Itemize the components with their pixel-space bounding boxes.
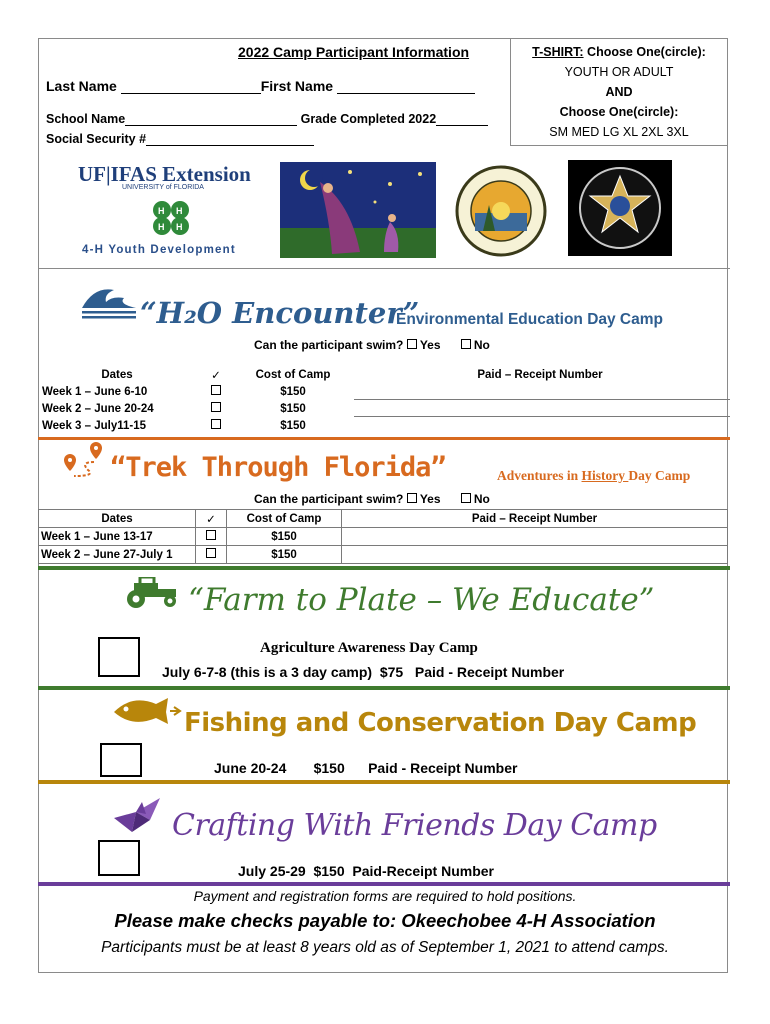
fish-icon [110,694,182,728]
trek-col-paid: Paid – Receipt Number [342,510,728,528]
h2o-row-cost: $150 [280,402,306,415]
school-label: School Name [46,112,126,126]
ssn-field[interactable] [146,145,314,146]
h2o-week1-receipt-field[interactable] [354,383,730,400]
four-h-clover-icon [146,196,196,242]
fishing-divider [38,780,730,784]
trek-swim-yes-checkbox[interactable] [407,493,417,503]
table-row [39,546,728,564]
svg-text:H: H [176,206,183,216]
h2o-title: “H₂O Encounter” [140,296,420,330]
sheriff-badge-icon [568,160,672,256]
table-row [39,528,728,546]
school-field[interactable] [125,125,297,126]
uf-ifas-logo [78,162,268,262]
h2o-swim-no-label: No [473,338,490,352]
crafting-divider [38,882,730,886]
fishing-details: June 20-24 $150 Paid - Receipt Number [214,760,518,776]
h2o-col-paid: Paid – Receipt Number [477,368,603,381]
h2o-row-cost: $150 [280,419,306,432]
svg-text:H: H [176,222,183,232]
trek-week2-receipt-field[interactable] [342,546,728,564]
h2o-week3-checkbox[interactable] [211,419,221,429]
grade-label: Grade Completed 2022 [300,112,437,126]
footer-note: Payment and registration forms are required to hold positions. [193,888,577,904]
table-row [40,417,732,434]
footer-age: Participants must be at least 8 years old as of September 1, 2021 to attend camps. [101,939,669,956]
trek-col-cost: Cost of Camp [227,510,342,528]
first-name-field[interactable] [337,93,475,94]
trek-title: “Trek Through Florida” [110,452,446,483]
trek-col-check: ✓ [196,510,227,528]
trek-row-cost: $150 [227,546,342,564]
tshirt-heading-rest: Choose One(circle): [583,45,706,59]
trek-subtitle-post: Day Camp [628,468,691,483]
trek-divider [38,566,730,570]
trek-swim-question [254,492,490,506]
trek-week2-checkbox[interactable] [206,548,216,558]
trek-week1-receipt-field[interactable] [342,528,728,546]
crafting-checkbox[interactable] [98,840,140,876]
four-h-text: 4-H Youth Development [82,244,236,256]
h2o-col-check: ✓ [211,369,221,382]
wave-icon [80,284,138,320]
svg-text:H: H [158,206,165,216]
trek-row-date: Week 2 – June 27-July 1 [39,546,196,564]
trek-col-dates: Dates [39,510,196,528]
school-row [46,112,506,126]
uf-logo-text: UF|IFAS Extension [78,162,251,186]
farm-divider [38,686,730,690]
okeechobee-county-seal-icon [453,165,549,257]
h2o-table-header [40,366,732,383]
map-route-icon [60,440,106,480]
table-row [40,383,732,400]
h2o-swim-yes-checkbox[interactable] [407,339,417,349]
tshirt-youth-adult[interactable]: YOUTH OR ADULT [564,65,674,79]
origami-bird-icon [112,796,166,836]
fishing-checkbox[interactable] [100,743,142,777]
h2o-swim-label: Can the participant swim? [254,338,404,352]
trek-subtitle-pre: Adventures in [497,468,582,483]
last-name-field[interactable] [121,93,261,94]
tshirt-sizes[interactable]: SM MED LG XL 2XL 3XL [549,125,689,139]
h2o-week1-checkbox[interactable] [211,385,221,395]
ssn-label: Social Security # [46,132,147,146]
tshirt-heading: T-SHIRT: [532,45,584,59]
farm-checkbox[interactable] [98,637,140,677]
trek-table-header [39,510,728,528]
trek-swim-yes-label: Yes [419,492,441,506]
tractor-icon [120,577,180,609]
trek-swim-label: Can the participant swim? [254,492,404,506]
fishing-title: Fishing and Conservation Day Camp [184,708,697,738]
trek-subtitle-history: History [581,468,629,483]
h2o-swim-no-checkbox[interactable] [461,339,471,349]
h2o-row-date: Week 2 – June 20-24 [42,402,154,415]
h2o-table [40,366,732,434]
crafting-details: July 25-29 $150 Paid-Receipt Number [238,863,494,879]
h2o-col-cost: Cost of Camp [255,368,331,381]
trek-row-date: Week 1 – June 13-17 [39,528,196,546]
tshirt-choose: Choose One(circle): [559,105,679,119]
trek-subtitle [497,468,690,484]
h2o-row-cost: $150 [280,385,306,398]
h2o-week2-checkbox[interactable] [211,402,221,412]
h2o-subtitle: Environmental Education Day Camp [396,311,663,328]
trek-table [38,509,728,564]
night-sky-painting-icon [280,162,436,258]
uf-logo-subtext: UNIVERSITY of FLORIDA [122,184,204,191]
trek-swim-no-checkbox[interactable] [461,493,471,503]
svg-text:H: H [158,222,165,232]
h2o-divider [38,437,730,440]
h2o-row-date: Week 1 – June 6-10 [42,385,148,398]
trek-row-cost: $150 [227,528,342,546]
h2o-week2-receipt-field[interactable] [354,400,730,417]
farm-subtitle: Agriculture Awareness Day Camp [260,640,478,656]
ssn-row [46,132,314,146]
table-row [40,400,732,417]
farm-details: July 6-7-8 (this is a 3 day camp) $75 Paid - Receipt Number [162,664,565,680]
footer-checks: Please make checks payable to: Okeechobee 4-H Association [114,910,656,931]
tshirt-box [510,38,728,146]
trek-week1-checkbox[interactable] [206,530,216,540]
h2o-col-dates: Dates [101,368,133,381]
form-title: 2022 Camp Participant Information [238,44,470,60]
name-row [46,78,506,94]
trek-swim-no-label: No [473,492,490,506]
tshirt-and: AND [605,85,633,99]
first-name-label: First Name [260,78,334,94]
grade-field[interactable] [436,125,488,126]
farm-title: “Farm to Plate – We Educate” [188,582,655,618]
h2o-swim-question [254,338,490,352]
header-divider [38,268,730,269]
last-name-label: Last Name [46,78,117,94]
h2o-row-date: Week 3 – July11-15 [42,419,146,432]
h2o-swim-yes-label: Yes [419,338,441,352]
crafting-title: Crafting With Friends Day Camp [172,808,657,843]
